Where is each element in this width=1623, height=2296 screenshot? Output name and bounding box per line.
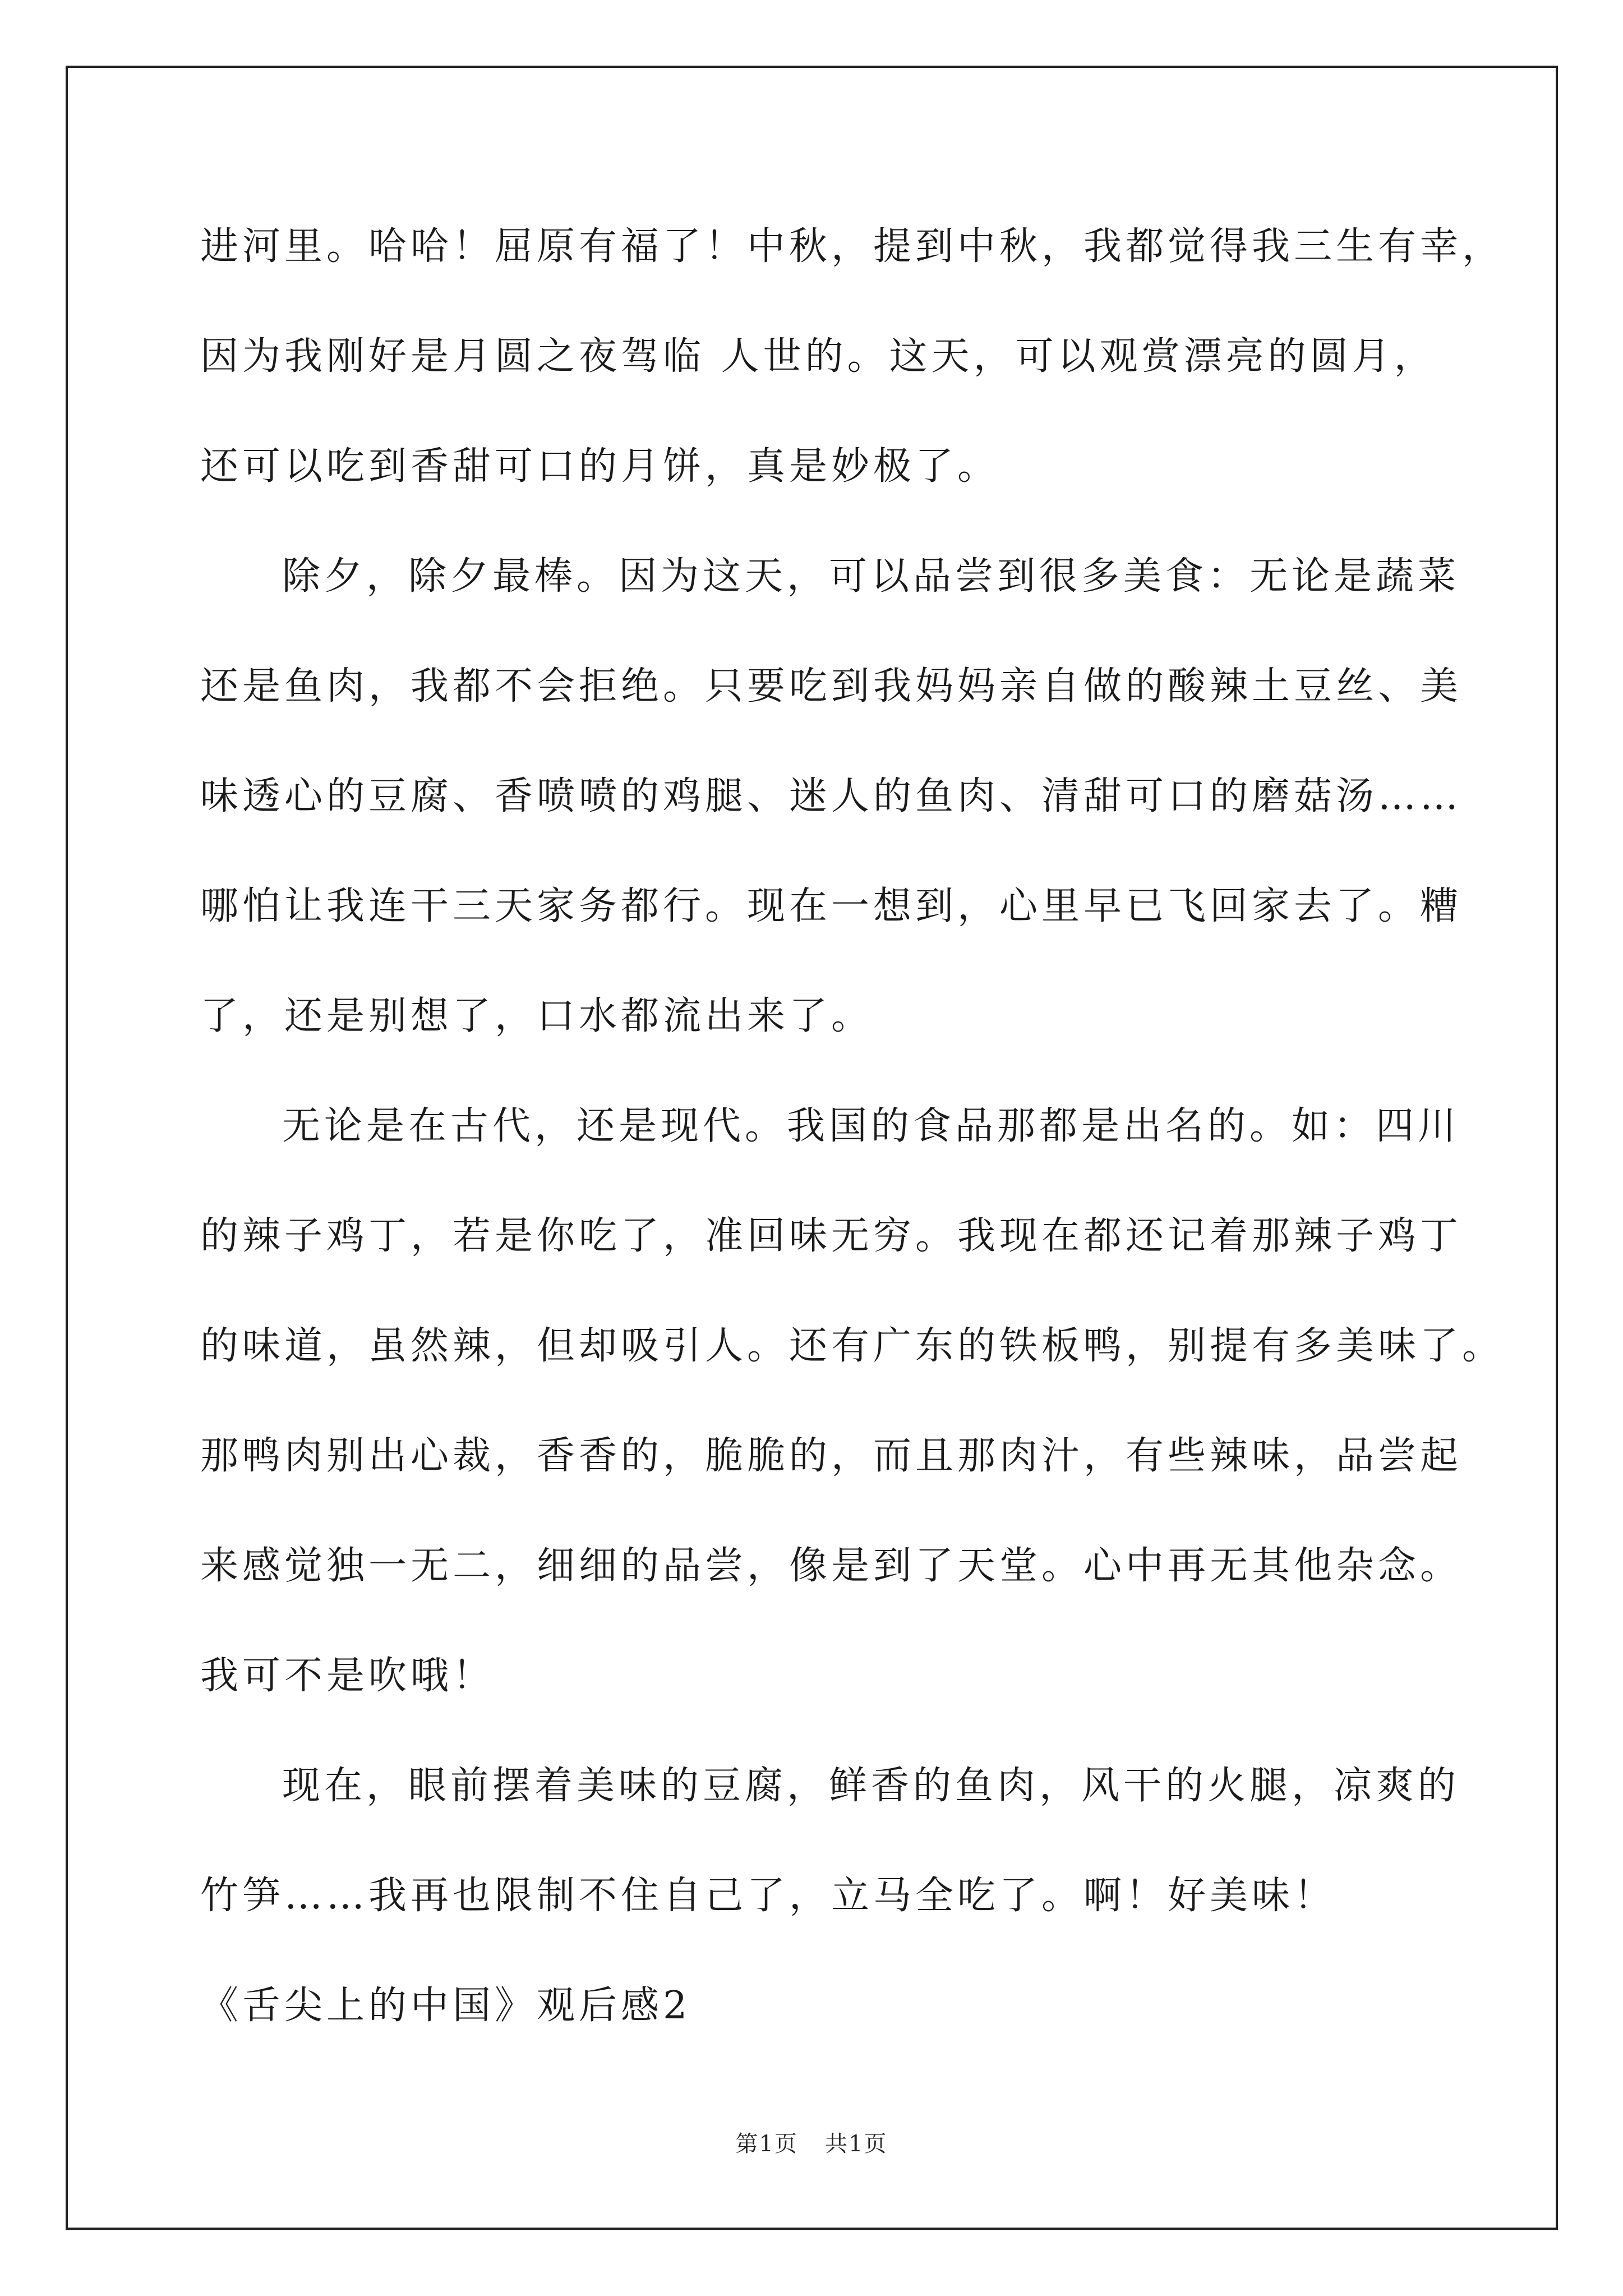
text-line: 还可以吃到香甜可口的月饼，真是妙极了。 bbox=[200, 444, 1000, 489]
page-footer bbox=[0, 2126, 1623, 2158]
text-line: 因为我刚好是月圆之夜驾临 人世的。这天，可以观赏漂亮的圆月， bbox=[200, 334, 1436, 379]
paragraph-start-line: 除夕，除夕最棒。因为这天，可以品尝到很多美食：无论是蔬菜 bbox=[282, 554, 1460, 599]
paragraph-start-line: 无论是在古代，还是现代。我国的食品那都是出名的。如：四川 bbox=[282, 1104, 1460, 1148]
text-line: 的味道，虽然辣，但却吸引人。还有广东的铁板鸭，别提有多美味了。 bbox=[200, 1324, 1505, 1368]
text-line: 进河里。哈哈！屈原有福了！中秋，提到中秋，我都觉得我三生有幸， bbox=[200, 224, 1505, 269]
page-number: 第1页 bbox=[735, 2131, 798, 2157]
text-line: 的辣子鸡丁，若是你吃了，准回味无穷。我现在都还记着那辣子鸡丁 bbox=[200, 1214, 1463, 1258]
text-line: 味透心的豆腐、香喷喷的鸡腿、迷人的鱼肉、清甜可口的磨菇汤…… bbox=[200, 774, 1463, 818]
text-line: 我可不是吹哦！ bbox=[200, 1654, 495, 1698]
text-line: 还是鱼肉，我都不会拒绝。只要吃到我妈妈亲自做的酸辣土豆丝、美 bbox=[200, 664, 1463, 708]
document-body bbox=[200, 222, 1505, 2091]
page-total: 共1页 bbox=[825, 2131, 888, 2157]
paragraph-start-line: 现在，眼前摆着美味的豆腐，鲜香的鱼肉，风干的火腿，凉爽的 bbox=[282, 1764, 1460, 1808]
text-line: 了，还是别想了，口水都流出来了。 bbox=[200, 994, 874, 1038]
text-line: 那鸭肉别出心裁，香香的，脆脆的，而且那肉汁，有些辣味，品尝起 bbox=[200, 1434, 1463, 1478]
text-line: 来感觉独一无二，细细的品尝，像是到了天堂。心中再无其他杂念。 bbox=[200, 1544, 1463, 1588]
text-line: 竹笋……我再也限制不住自己了，立马全吃了。啊！好美味！ bbox=[200, 1874, 1336, 1918]
section-heading: 《舌尖上的中国》观后感2 bbox=[200, 1984, 691, 2028]
text-line: 哪怕让我连干三天家务都行。现在一想到，心里早已飞回家去了。糟 bbox=[200, 884, 1463, 928]
